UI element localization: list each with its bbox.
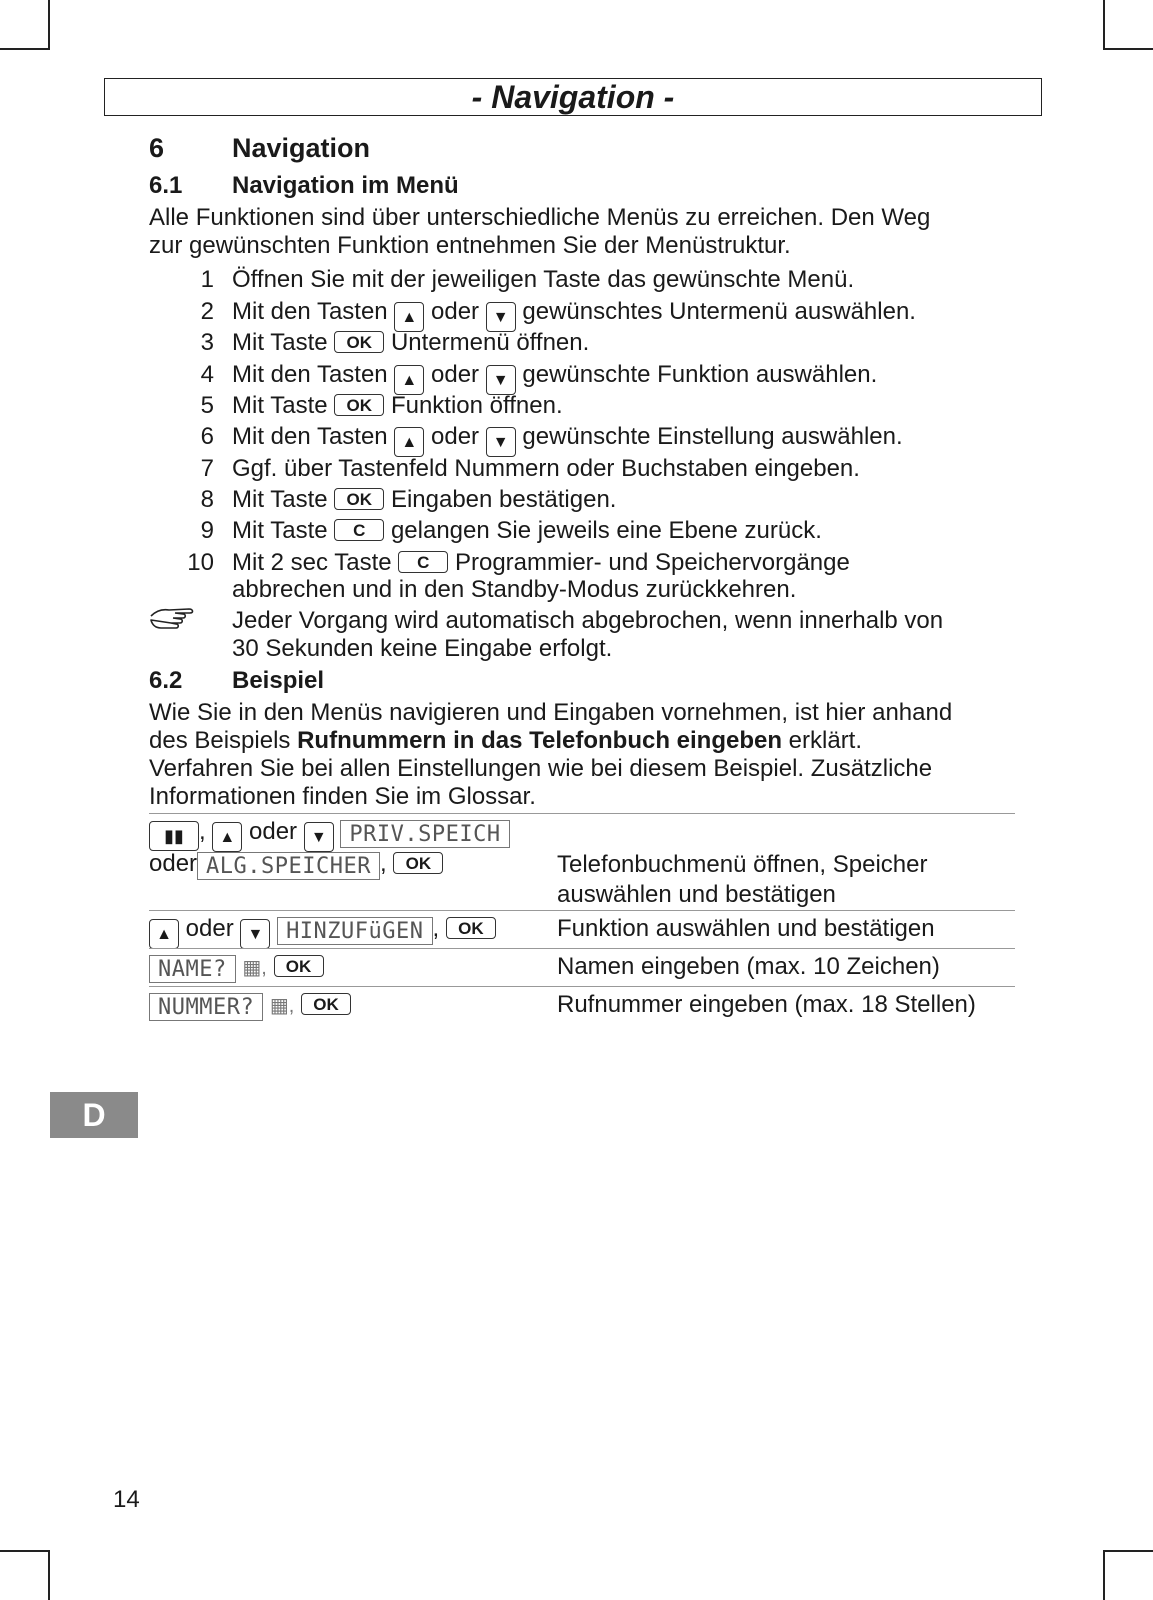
- table-row-1-line-2: [149, 850, 443, 880]
- table-row-1-description: [557, 850, 928, 910]
- ok-key-icon: OK: [301, 993, 351, 1015]
- table-divider: [149, 986, 1015, 987]
- step-text: gewünschte Funktion auswählen.: [522, 361, 878, 388]
- table-row-3-keys: [149, 953, 324, 983]
- table-row-2-description: Funktion auswählen und bestätigen: [557, 915, 935, 942]
- step-text: Mit Taste: [232, 329, 328, 356]
- crop-mark-br-v: [1103, 1550, 1105, 1600]
- lcd-display-text: NUMMER?: [149, 993, 263, 1021]
- example-text: des Beispiels: [149, 727, 298, 754]
- example-line: Wie Sie in den Menüs navigieren und Eingaben vornehmen, ist hier anhand: [149, 699, 953, 726]
- crop-mark-tl-v: [48, 0, 50, 50]
- table-row-4-keys: [149, 991, 351, 1021]
- step-text: Ggf. über Tastenfeld Nummern oder Buchstaben eingeben.: [232, 455, 860, 482]
- table-divider: [149, 910, 1015, 911]
- crop-mark-bl-h: [0, 1550, 50, 1552]
- step-item: [232, 329, 589, 357]
- step-item: [232, 361, 877, 395]
- page-header-title: - Navigation -: [104, 78, 1042, 116]
- down-arrow-key-icon: ▼: [240, 919, 270, 949]
- crop-mark-tr-v: [1103, 0, 1105, 50]
- step-text: gewünschte Einstellung auswählen.: [522, 423, 903, 450]
- lcd-display-text: HINZUFüGEN: [277, 917, 432, 945]
- step-item: [232, 392, 563, 420]
- step-number: 10: [187, 549, 214, 576]
- example-paragraph: [149, 699, 1019, 811]
- intro-paragraph: [149, 204, 1019, 260]
- section-title: Navigation: [232, 133, 371, 163]
- crop-mark-tl-h: [0, 48, 50, 50]
- step-item: [232, 423, 903, 457]
- description-line: Telefonbuchmenü öffnen, Speicher: [557, 851, 928, 878]
- ok-key-icon: OK: [334, 394, 384, 416]
- subsection-title: Navigation im Menü: [232, 172, 459, 199]
- step-text: Untermenü öffnen.: [390, 329, 590, 356]
- step-item: [232, 549, 850, 577]
- example-text: erklärt.: [782, 727, 863, 754]
- step-number: 6: [200, 423, 214, 450]
- up-arrow-key-icon: ▲: [212, 822, 242, 852]
- description-line: auswählen und bestätigen: [557, 881, 836, 908]
- step-item: [232, 486, 616, 514]
- lcd-display-text: PRIV.SPEICH: [340, 820, 509, 848]
- crop-mark-tr-h: [1103, 48, 1153, 50]
- step-number: 4: [200, 361, 214, 388]
- step-text: Mit Taste: [232, 517, 328, 544]
- step-text: gewünschtes Untermenü auswählen.: [522, 298, 916, 325]
- step-text: Funktion öffnen.: [390, 392, 563, 419]
- subsection-title: Beispiel: [232, 667, 325, 694]
- page-number: 14: [113, 1486, 140, 1513]
- table-row-3-description: Namen eingeben (max. 10 Zeichen): [557, 953, 940, 980]
- step-text: oder: [431, 298, 480, 325]
- step-text: Mit den Tasten: [232, 298, 388, 325]
- phonebook-key-icon: ▮▮: [149, 821, 199, 851]
- step-number: 5: [200, 392, 214, 419]
- down-arrow-key-icon: ▼: [304, 822, 334, 852]
- table-divider: [149, 948, 1015, 949]
- separator-text: ,: [432, 915, 440, 942]
- table-divider: [149, 813, 1015, 814]
- note-text: [232, 607, 943, 663]
- crop-mark-bl-v: [48, 1550, 50, 1600]
- intro-line: Alle Funktionen sind über unterschiedliche Menüs zu erreichen. Den Weg: [149, 204, 931, 231]
- up-arrow-key-icon: ▲: [149, 919, 179, 949]
- ok-key-icon: OK: [393, 852, 443, 874]
- intro-line: zur gewünschten Funktion entnehmen Sie der Menüstruktur.: [149, 232, 791, 259]
- step-text: Eingaben bestätigen.: [390, 486, 617, 513]
- subsection-number: 6.1: [149, 172, 183, 199]
- example-line: Verfahren Sie bei allen Einstellungen wie bei diesem Beispiel. Zusätzliche: [149, 755, 933, 782]
- example-bold-text: Rufnummern in das Telefonbuch eingeben: [297, 727, 782, 754]
- ok-key-icon: OK: [334, 488, 384, 510]
- pointing-hand-icon: [149, 604, 197, 637]
- up-arrow-key-icon: ▲: [394, 365, 424, 395]
- ok-key-icon: OK: [334, 331, 384, 353]
- step-item: [232, 517, 822, 545]
- step-text: Mit 2 sec Taste: [232, 549, 392, 576]
- c-key-icon: C: [398, 551, 448, 573]
- separator-text: ,: [380, 850, 387, 877]
- step-number: 9: [200, 517, 214, 544]
- keypad-icon: ▦,: [242, 957, 267, 979]
- step-item: [232, 298, 916, 332]
- step-text: Öffnen Sie mit der jeweiligen Taste das gewünschte Menü.: [232, 266, 855, 293]
- oder-text: oder: [249, 818, 298, 845]
- step-number: 8: [200, 486, 214, 513]
- subsection-number: 6.2: [149, 667, 183, 694]
- oder-text: oder: [149, 850, 198, 877]
- note-line: Jeder Vorgang wird automatisch abgebrochen, wenn innerhalb von: [232, 607, 944, 634]
- section-number: 6: [149, 133, 165, 163]
- step-text-continuation: abbrechen und in den Standby-Modus zurückkehren.: [232, 576, 797, 603]
- keypad-icon: ▦,: [269, 995, 295, 1017]
- up-arrow-key-icon: ▲: [394, 427, 424, 457]
- step-number: 1: [200, 266, 214, 293]
- example-line: Informationen finden Sie im Glossar.: [149, 783, 536, 810]
- step-text: Mit Taste: [232, 392, 328, 419]
- c-key-icon: C: [334, 519, 384, 541]
- separator-text: ,: [199, 818, 206, 845]
- note-line: 30 Sekunden keine Eingabe erfolgt.: [232, 635, 613, 662]
- down-arrow-key-icon: ▼: [486, 302, 516, 332]
- step-text: oder: [431, 423, 480, 450]
- example-line: [149, 727, 1019, 755]
- table-row-1-line-1: [149, 818, 510, 852]
- lcd-display-text: ALG.SPEICHER: [197, 852, 380, 880]
- language-tab: D: [50, 1092, 138, 1138]
- oder-text: oder: [185, 915, 234, 942]
- step-text: Mit den Tasten: [232, 423, 388, 450]
- lcd-display-text: NAME?: [149, 955, 236, 983]
- step-number: 2: [200, 298, 214, 325]
- down-arrow-key-icon: ▼: [486, 365, 516, 395]
- step-number: 7: [200, 455, 214, 482]
- ok-key-icon: OK: [274, 955, 324, 977]
- step-text: Programmier- und Speichervorgänge: [454, 549, 850, 576]
- step-number: 3: [200, 329, 214, 356]
- ok-key-icon: OK: [446, 917, 496, 939]
- step-text: gelangen Sie jeweils eine Ebene zurück.: [390, 517, 822, 544]
- up-arrow-key-icon: ▲: [394, 302, 424, 332]
- table-row-4-description: Rufnummer eingeben (max. 18 Stellen): [557, 991, 976, 1018]
- step-text: oder: [431, 361, 480, 388]
- down-arrow-key-icon: ▼: [486, 427, 516, 457]
- table-row-2-keys: [149, 915, 496, 949]
- step-text: Mit Taste: [232, 486, 328, 513]
- crop-mark-br-h: [1103, 1550, 1153, 1552]
- step-text: Mit den Tasten: [232, 361, 388, 388]
